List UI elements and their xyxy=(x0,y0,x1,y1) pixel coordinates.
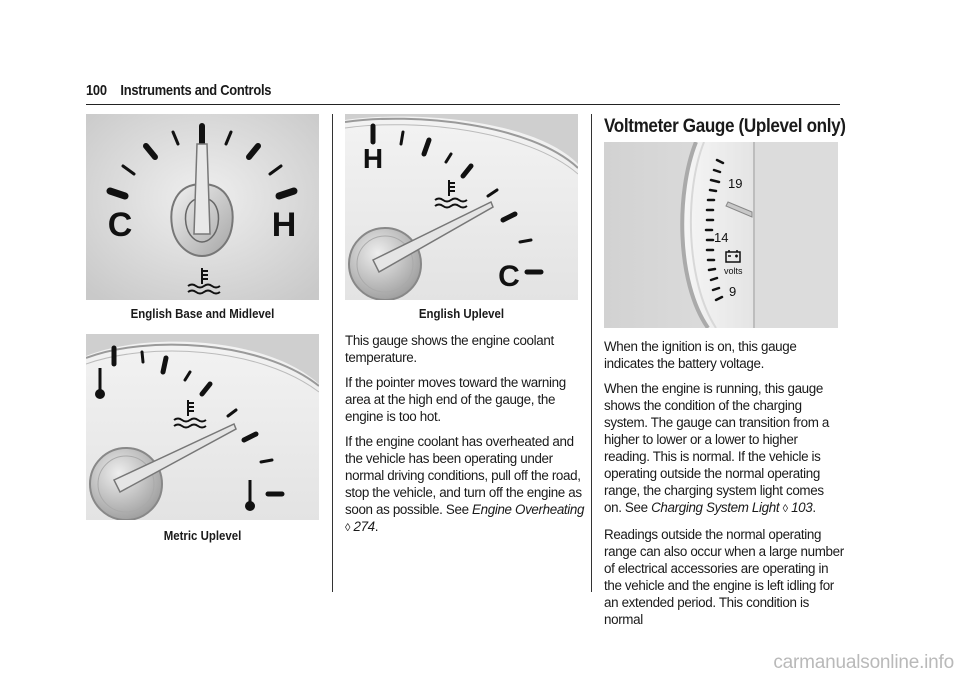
column-divider-1 xyxy=(332,114,333,592)
caption-base: English Base and Midlevel xyxy=(130,306,275,321)
page-ref-arrow-icon: ◊ xyxy=(782,503,788,515)
hot-label: H xyxy=(271,206,297,244)
column-divider-2 xyxy=(591,114,592,592)
coolant-gauge-description xyxy=(345,332,585,545)
page-number: 100 xyxy=(86,82,107,99)
page-header xyxy=(86,82,271,99)
header-rule xyxy=(86,104,840,105)
section-title: Voltmeter Gauge (Uplevel only) xyxy=(604,116,846,137)
tick-label-14: 14 xyxy=(714,230,729,245)
paragraph: This gauge shows the engine coolant temperature. xyxy=(345,333,554,365)
page-ref-number[interactable]: 274 xyxy=(353,519,375,534)
cold-label: C xyxy=(107,206,133,244)
paragraph: If the engine coolant has overheated and the vehicle has been operating under normal driving conditions, pull off the road, stop the vehicle, and turn off the engine as soon as possible. See Engine Overheating ◊ 274. xyxy=(345,434,585,534)
caption-uplevel: English Uplevel xyxy=(418,306,505,321)
page-ref-arrow-icon: ◊ xyxy=(345,522,351,534)
figure-uplevel-gauge xyxy=(345,114,578,300)
watermark: carmanualsonline.info xyxy=(773,652,954,673)
charging-system-light-link[interactable]: Charging System Light xyxy=(651,500,780,515)
volts-label: volts xyxy=(724,266,743,276)
caption-metric: Metric Uplevel xyxy=(163,528,242,543)
figure-voltmeter-gauge xyxy=(604,142,838,328)
section-name: Instruments and Controls xyxy=(120,82,272,99)
figure-base-gauge xyxy=(86,114,319,300)
paragraph: Readings outside the normal operating range can also occur when a large number of electrical accessories are operating in the vehicle and the engine is left idling for an extended period. This condition is normal xyxy=(604,527,844,627)
hot-label: H xyxy=(362,143,384,174)
base-gauge-illustration xyxy=(86,114,319,300)
paragraph: When the engine is running, this gauge shows the condition of the charging system. The gauge can transition from a higher to lower or a lower to higher reading. This is normal. If the vehicle is operating outside the normal operating range, the charging system light comes on. See Charging System Light ◊ 103. xyxy=(604,381,830,515)
tick-label-19: 19 xyxy=(728,176,743,191)
page-ref-number[interactable]: 103 xyxy=(791,500,813,515)
voltmeter-description xyxy=(604,338,844,636)
paragraph: If the pointer moves toward the warning area at the high end of the gauge, the engine is too hot. xyxy=(345,375,566,424)
paragraph: When the ignition is on, this gauge indicates the battery voltage. xyxy=(604,339,797,371)
voltmeter-illustration xyxy=(604,142,838,328)
metric-gauge-illustration xyxy=(86,334,319,520)
engine-overheating-link[interactable]: Engine Overheating xyxy=(472,502,585,517)
figure-metric-gauge xyxy=(86,334,319,520)
uplevel-gauge-illustration xyxy=(345,114,578,300)
tick-label-9: 9 xyxy=(729,284,737,299)
cold-label: C xyxy=(498,260,520,293)
